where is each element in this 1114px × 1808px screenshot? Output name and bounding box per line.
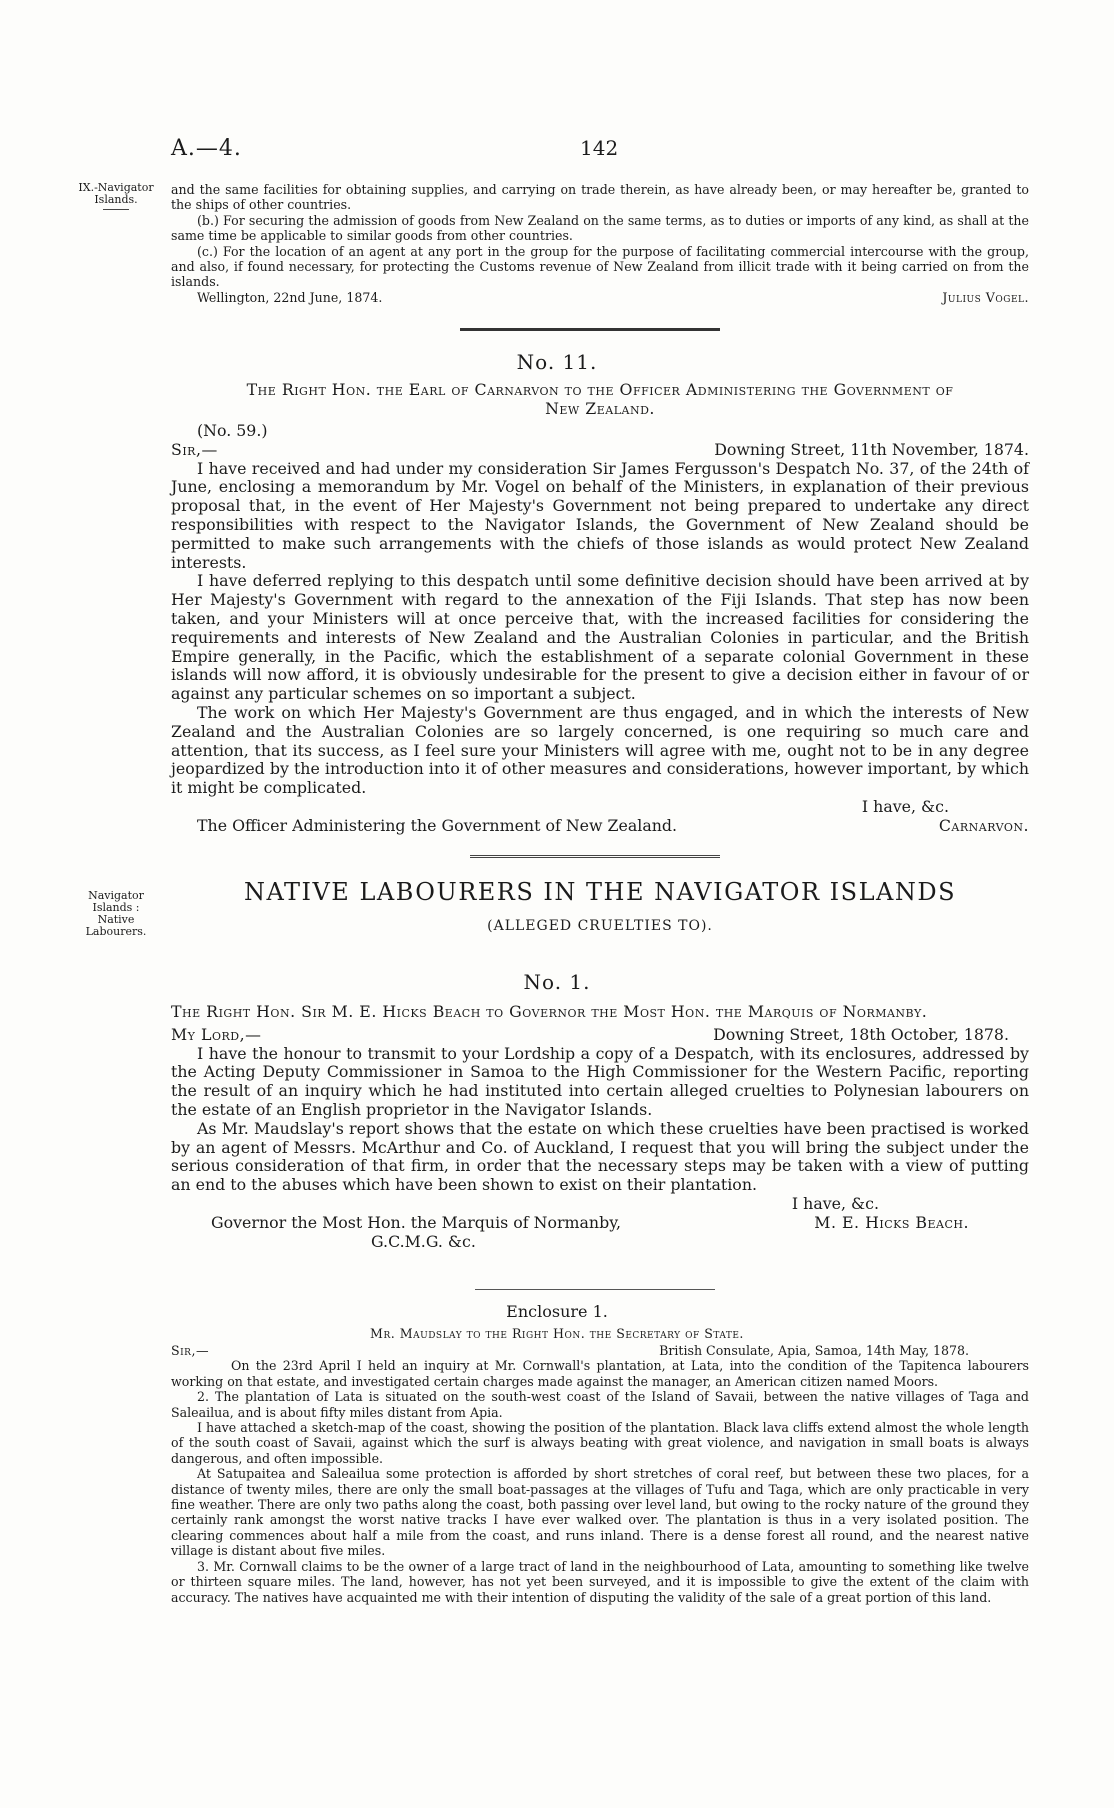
no1-salutation: My Lord,— (171, 1024, 262, 1044)
no11-paragraph: The work on which Her Majesty's Government are thus engaged, and in which the interests of New Zealand and the Australian Colonies are so largely concerned, is one requiring so much care and attention, that its success, as I feel sure your Ministers will agree with me, ought not to be in any degree jeopardized by the introduction into it of other measures and considerations, however important, by which it might be complicated. (171, 702, 1029, 798)
no11-closing: I have, &c. (861, 796, 949, 816)
no11-addressee: The Officer Administering the Government of New Zealand. (197, 815, 678, 835)
section-divider (460, 328, 720, 331)
no11-sign-row (171, 817, 1029, 836)
margin-note-line: IX.-Navigator (78, 181, 154, 194)
enclosure-salutation: Sir,— (171, 1343, 210, 1358)
no1-heading: No. 1. (523, 970, 591, 994)
page-reference: A.—4. (171, 136, 242, 161)
section-divider (475, 1289, 715, 1290)
memo-signature: Julius Vogel. (942, 289, 1029, 305)
no11-salutation-row (171, 441, 1029, 460)
no11-address-line: New Zealand. (545, 398, 655, 418)
no1-paragraph: As Mr. Maudslay's report shows that the estate on which these cruelties have been practised is worked by an agent of Messrs. McArthur and Co. of Auckland, I request that you will bring the subject under the serious consideration of that firm, in order that the necessary steps may be taken with a view of putting an end to the abuses which have been shown to exist on their plantation. (171, 1118, 1029, 1195)
no11-salutation: Sir,— (171, 439, 218, 459)
no11-signature: Carnarvon. (938, 815, 1029, 835)
margin-note-underline (103, 209, 129, 210)
no1-body (171, 1003, 1029, 1251)
no11-place-date: Downing Street, 11th November, 1874. (714, 439, 1029, 459)
no11-heading: No. 11. (516, 350, 598, 374)
margin-note-native-labourers (66, 890, 166, 938)
enclosure-paragraph: 2. The plantation of Lata is situated on the south-west coast of the Island of Savaii, between the native villages of Taga and Saleailua, and is about fifty miles distant from Apia. (171, 1389, 1029, 1420)
enclosure-paragraph: 3. Mr. Cornwall claims to be the owner of a large tract of land in the neighbourhood of Lata, amounting to something like twelve or thirteen square miles. The land, however, has not yet been surveyed, and it is impossible to give the extent of the claim with accuracy. The natives have acquainted me with their intention of disputing the validity of the sale of a great portion of this land. (171, 1558, 1029, 1605)
enclosure-salutation-row (171, 1343, 1029, 1358)
enclosure-place-date: British Consulate, Apia, Samoa, 14th May, 1878. (659, 1343, 969, 1358)
enclosure-paragraph: At Satupaitea and Saleailua some protection is afforded by short stretches of coral reef, but between these two places, for a distance of twenty miles, there are only the small boat-passages at the villages of Tufu and Taga, which are only practicable in very fine weather. There are only two paths along the coast, both passing over level land, but owing to the rocky nature of the ground they certainly rank amongst the worst native tracks I have ever walked over. The plantation is thus in a very isolated position. The clearing commences about half a mile from the coast, and runs inland. There is a dense forest all round, and the nearest native village is distant about five miles. (171, 1466, 1029, 1559)
enclosure-body (171, 1343, 1029, 1605)
no1-closing: I have, &c. (791, 1193, 879, 1213)
no1-salutation-row (171, 1026, 1029, 1045)
page-number: 142 (580, 136, 619, 160)
no11-address (171, 381, 1029, 419)
no1-address: The Right Hon. Sir M. E. Hicks Beach to Governor the Most Hon. the Marquis of Normanby. (171, 1002, 928, 1021)
enclosure-heading: Enclosure 1. (506, 1302, 608, 1321)
enclosure-paragraph: On the 23rd April I held an inquiry at Mr. Cornwall's plantation, at Lata, into the condition of the Tapitenca labourers working on that estate, and investigated certain charges made against the manager, an American citizen named Moors. (171, 1358, 1029, 1389)
memo-paragraph: (c.) For the location of an agent at any port in the group for the purpose of facilitating commercial intercourse with the group, and also, if found necessary, for protecting the Customs revenue of New Zealand from illicit trade with it being carried on from the islands. (171, 243, 1029, 290)
no11-despatch-number: (No. 59.) (197, 421, 268, 440)
memo-sign-row (171, 290, 1029, 305)
no11-body (171, 422, 1029, 836)
section-subtitle: (ALLEGED CRUELTIES TO). (487, 918, 713, 934)
margin-note-line: Native (97, 913, 135, 926)
memo-place-date: Wellington, 22nd June, 1874. (197, 289, 383, 305)
section-divider (470, 855, 720, 858)
no1-addressee: Governor the Most Hon. the Marquis of Normanby, (211, 1212, 622, 1232)
no1-signature: M. E. Hicks Beach. (814, 1212, 969, 1232)
margin-note-navigator-islands (66, 182, 166, 210)
no11-address-line: The Right Hon. the Earl of Carnarvon to the Officer Administering the Government of (246, 380, 954, 399)
no11-paragraph: I have deferred replying to this despatch until some definitive decision should have been arrived at by Her Majesty's Government with regard to the annexation of the Fiji Islands. That step has now been taken, and your Ministers will at once perceive that, with the increased facilities for considering the requirements and interests of New Zealand and the Australian Colonies in particular, and the British Empire generally, in the Pacific, which the establishment of a separate colonial Government in these islands will now afford, it is obviously undesirable for the present to give a decision either in favour of or against any particular schemes on so important a subject. (171, 571, 1029, 704)
enclosure-address: Mr. Maudslay to the Right Hon. the Secretary of State. (370, 1326, 744, 1341)
margin-note-line: Islands : (92, 901, 140, 914)
memo-paragraph: and the same facilities for obtaining supplies, and carrying on trade therein, as have already been, or may hereafter be, granted to the ships of other countries. (171, 182, 1029, 213)
no1-place-date: Downing Street, 18th October, 1878. (713, 1024, 1009, 1044)
memo-continuation (171, 182, 1029, 305)
margin-note-line: Labourers. (85, 925, 147, 938)
no1-sign-row (171, 1214, 1029, 1233)
no1-paragraph: I have the honour to transmit to your Lordship a copy of a Despatch, with its enclosures, addressed by the Acting Deputy Commissioner in Samoa to the High Commissioner for the Western Pacific, reporting the result of an inquiry which he had instituted into certain alleged cruelties to Polynesian labourers on the estate of an English proprietor in the Navigator Islands. (171, 1043, 1029, 1119)
margin-note-line: Navigator (88, 889, 144, 902)
enclosure-paragraph: I have attached a sketch-map of the coast, showing the position of the plantation. Black lava cliffs extend almost the whole length of the south coast of Savaii, against which the surf is always beating with great violence, and navigation in small boats is always dangerous, and often impossible. (171, 1420, 1029, 1466)
section-title: NATIVE LABOURERS IN THE NAVIGATOR ISLANDS (243, 878, 957, 906)
memo-paragraph: (b.) For securing the admission of goods from New Zealand on the same terms, as to duties or imports of any kind, as shall at the same time be applicable to similar goods from other countries. (171, 212, 1029, 244)
no11-paragraph: I have received and had under my consideration Sir James Fergusson's Despatch No. 37, of the 24th of June, enclosing a memorandum by Mr. Vogel on behalf of the Ministers, in explanation of their previous proposal that, in the event of Her Majesty's Government not being prepared to undertake any direct responsibilities with respect to the Navigator Islands, the Government of New Zealand should be permitted to make such arrangements with the chiefs of those islands as would protect New Zealand interests. (171, 458, 1029, 572)
no1-addressee-line2: G.C.M.G. &c. (371, 1231, 476, 1251)
margin-note-line: Islands. (94, 193, 138, 206)
